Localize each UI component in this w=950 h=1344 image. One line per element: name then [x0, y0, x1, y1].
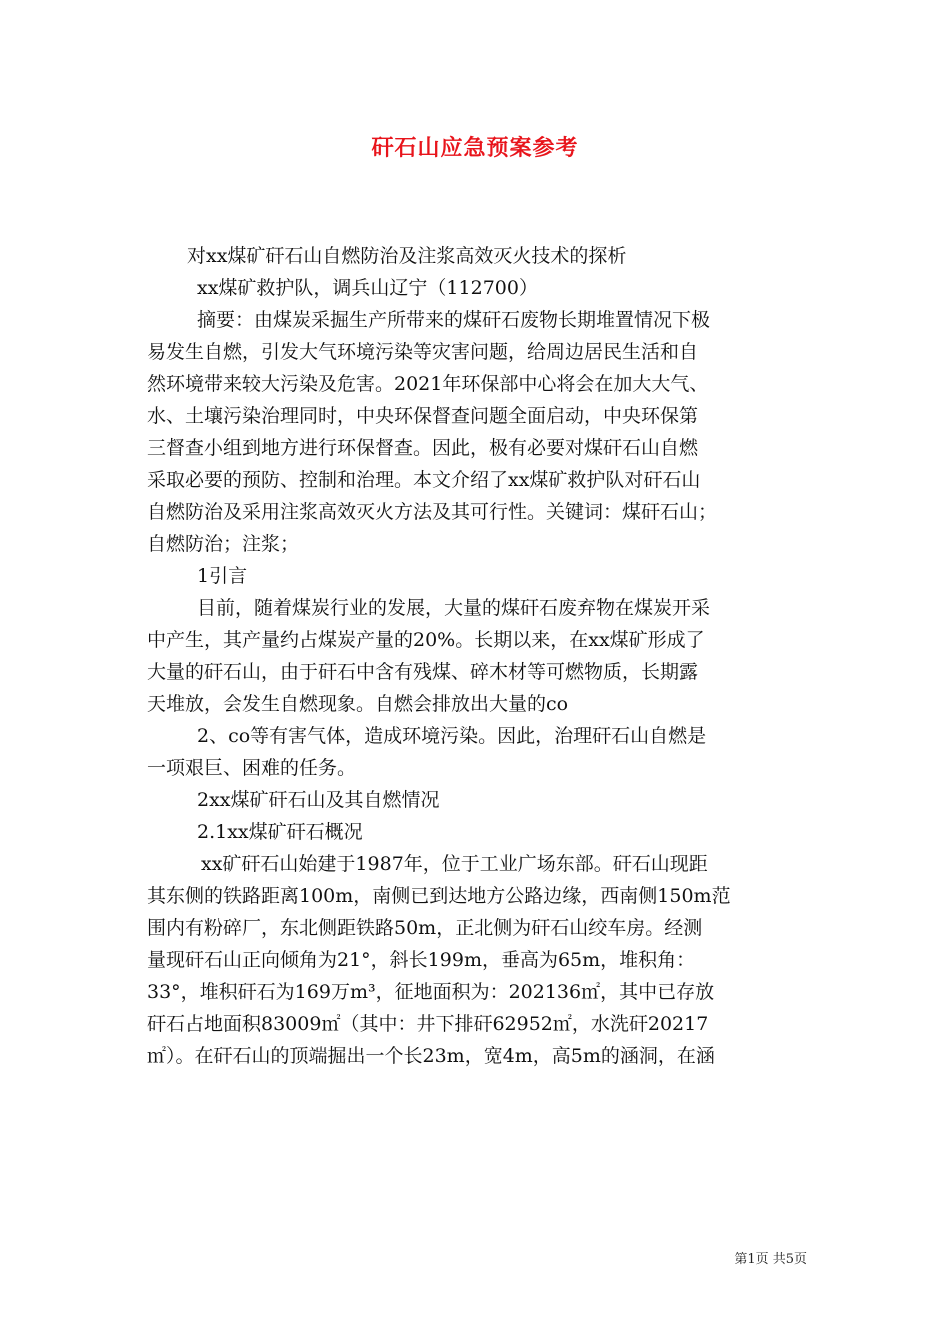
paragraph-line: 矸石占地面积83009㎡（其中：井下排矸62952㎡，水洗矸20217: [147, 1013, 709, 1035]
paragraph-line: 其东侧的铁路距离100m，南侧已到达地方公路边缘，西南侧150m范: [147, 885, 731, 907]
document-body: [147, 240, 827, 1072]
paragraph-line: 自燃防治；注浆；: [147, 533, 300, 555]
document-title: 矸石山应急预案参考: [371, 135, 579, 161]
paragraph-line: 三督查小组到地方进行环保督查。因此，极有必要对煤矸石山自燃: [147, 437, 699, 459]
paragraph-line: xx矿矸石山始建于1987年，位于工业广场东部。矸石山现距: [201, 853, 708, 875]
section-heading: 1引言: [197, 565, 248, 587]
page-number: 第1页 共5页: [734, 1252, 807, 1267]
paragraph-line: 中产生，其产量约占煤炭产量的20%。长期以来，在xx煤矿形成了: [147, 629, 705, 651]
paragraph-line: 一项艰巨、困难的任务。: [147, 757, 357, 779]
paragraph-line: 自燃防治及采用注浆高效灭火方法及其可行性。关键词：煤矸石山；: [147, 501, 718, 523]
paragraph-line: 水、土壤污染治理同时，中央环保督查问题全面启动，中央环保第: [147, 405, 699, 427]
paper-title-line: 对xx煤矿矸石山自燃防治及注浆高效灭火技术的探析: [187, 245, 627, 267]
paragraph-line: ㎡）。在矸石山的顶端掘出一个长23m，宽4m，高5m的涵洞，在涵: [147, 1045, 715, 1067]
paragraph-line: 易发生自燃，引发大气环境污染等灾害问题，给周边居民生活和自: [147, 341, 699, 363]
paragraph-line: 然环境带来较大污染及危害。2021年环保部中心将会在加大大气、: [147, 373, 709, 395]
paragraph-line: 围内有粉碎厂，东北侧距铁路50m，正北侧为矸石山绞车房。经测: [147, 917, 703, 939]
paragraph-line: 摘要：由煤炭采掘生产所带来的煤矸石废物长期堆置情况下极: [197, 309, 711, 331]
subsection-heading: 2.1xx煤矿矸石概况: [197, 821, 363, 843]
paragraph-line: 采取必要的预防、控制和治理。本文介绍了xx煤矿救护队对矸石山: [147, 469, 701, 491]
section-heading: 2xx煤矿矸石山及其自燃情况: [197, 789, 440, 811]
paragraph-line: 大量的矸石山，由于矸石中含有残煤、碎木材等可燃物质，长期露: [147, 661, 699, 683]
paragraph-line: 目前，随着煤炭行业的发展，大量的煤矸石废弃物在煤炭开采: [197, 597, 711, 619]
paragraph-line: 2、co等有害气体，造成环境污染。因此，治理矸石山自燃是: [197, 725, 707, 747]
paragraph-line: 33°，堆积矸石为169万m³，征地面积为：202136㎡，其中已存放: [147, 981, 715, 1003]
author-affiliation-line: xx煤矿救护队，调兵山辽宁（112700）: [197, 277, 538, 299]
paragraph-line: 天堆放，会发生自燃现象。自燃会排放出大量的co: [147, 693, 569, 715]
paragraph-line: 量现矸石山正向倾角为21°，斜长199m，垂高为65m，堆积角：: [147, 949, 696, 971]
